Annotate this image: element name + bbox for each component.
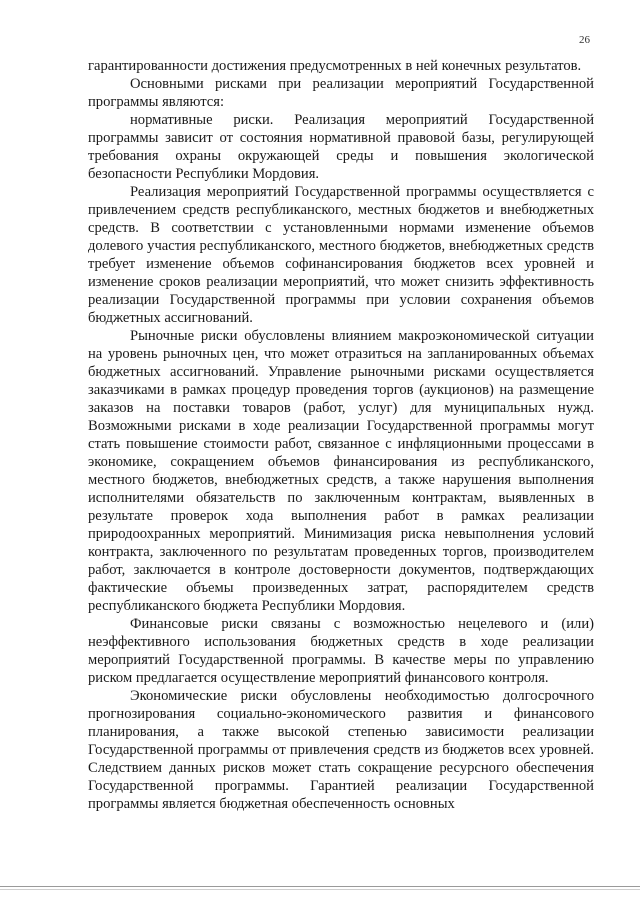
paragraph-financial-risks: Финансовые риски связаны с возможностью нецелевого и (или) неэффективного использования бюджетных средств в ходе реализации мероприятий Государственной программы. В качестве меры по управлению риском предлагается осуществление мероприятий финансового контроля. <box>88 616 594 686</box>
paragraph-market-risks: Рыночные риски обусловлены влиянием макроэкономической ситуации на уровень рыночных цен, что может отразиться на запланированных объемах бюджетных ассигнований. Управление рыночными рисками осуществляется заказчиками в рамках процедур проведения торгов (аукционов) на размещение заказов на поставки товаров (работ, услуг) для муниципальных нужд. Возможными рисками в ходе реализации Государственной программы могут стать повышение стоимости работ, связанное с инфляционными процессами в экономике, сокращением объемов финансирования из республиканского, местного бюджетов, внебюджетных средств, а также нарушения выполнения исполнителями обязательств по заключенным контрактам, выявленных в результате проверок хода выполнения работ в рамках реализации природоохранных мероприятий. Минимизация риска невыполнения условий контракта, заключенного по результатам проведенных торгов, производителем работ, заключается в контроле достоверности документов, подтверждающих фактические объемы произведенных затрат, распорядителем средств республиканского бюджета Республики Мордовия. <box>88 328 594 614</box>
paragraph-continuation: гарантированности достижения предусмотренных в ней конечных результатов. <box>88 58 582 74</box>
paragraph-risks-intro: Основными рисками при реализации мероприятий Государственной программы являются: <box>88 76 594 110</box>
paragraph-economic-risks: Экономические риски обусловлены необходимостью долгосрочного прогнозирования социально-экономического развития и финансового планирования, а также высокой степенью зависимости реализации Государственной программы от привлечения средств из бюджетов всех уровней. Следствием данных рисков может стать сокращение ресурсного обеспечения Государственной программы. Гарантией реализации Государственной программы является бюджетная обеспеченность основных <box>88 688 594 812</box>
document-body <box>88 57 594 813</box>
bottom-divider-shadow <box>0 889 640 890</box>
paragraph-normative-risks: нормативные риски. Реализация мероприятий Государственной программы зависит от состояния нормативной правовой базы, регулирующей требования охраны окружающей среды и повышения экологической безопасности Республики Мордовия. <box>88 112 594 182</box>
bottom-divider <box>0 886 640 887</box>
paragraph-implementation: Реализация мероприятий Государственной программы осуществляется с привлечением средств республиканского, местных бюджетов и внебюджетных средств. В соответствии с установленными нормами изменение объемов долевого участия республиканского, местного бюджетов, внебюджетных средств требует изменение объемов софинансирования бюджетов всех уровней и изменение сроков реализации мероприятий, что может снизить эффективность реализации Государственной программы при условии сохранения объемов бюджетных ассигнований. <box>88 184 594 326</box>
page-number: 26 <box>579 34 590 46</box>
